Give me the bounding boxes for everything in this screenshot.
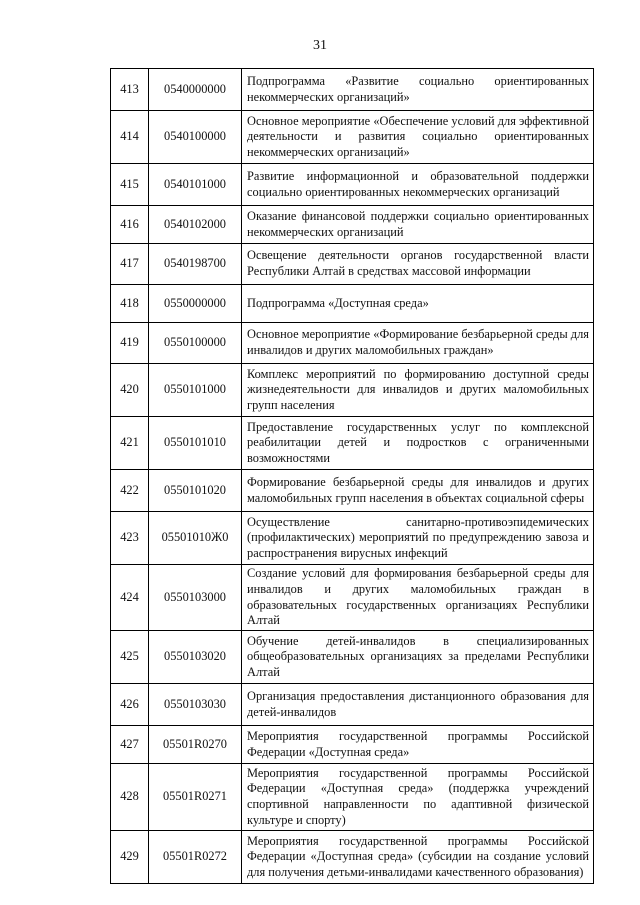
row-description: Развитие информационной и образовательной поддержки социально ориентированных некоммерческих организаций bbox=[242, 164, 594, 206]
row-code: 05501010Ж0 bbox=[149, 512, 242, 565]
row-code: 0550101000 bbox=[149, 364, 242, 417]
table-row bbox=[111, 364, 594, 417]
row-description: Организация предоставления дистанционного образования для детей-инвалидов bbox=[242, 684, 594, 726]
table-row bbox=[111, 631, 594, 684]
table-row bbox=[111, 512, 594, 565]
row-description: Подпрограмма «Развитие социально ориентированных некоммерческих организаций» bbox=[242, 69, 594, 111]
row-number: 425 bbox=[111, 631, 149, 684]
row-number: 419 bbox=[111, 323, 149, 364]
row-number: 420 bbox=[111, 364, 149, 417]
table-row bbox=[111, 244, 594, 285]
row-code: 0550000000 bbox=[149, 285, 242, 323]
row-number: 414 bbox=[111, 111, 149, 164]
table-row bbox=[111, 69, 594, 111]
row-code: 05501R0271 bbox=[149, 764, 242, 831]
row-code: 0550101010 bbox=[149, 417, 242, 470]
row-description: Обучение детей-инвалидов в специализированных общеобразовательных организациях за пределами Республики Алтай bbox=[242, 631, 594, 684]
table-row bbox=[111, 111, 594, 164]
row-code: 05501R0270 bbox=[149, 726, 242, 764]
row-description: Мероприятия государственной программы Российской Федерации «Доступная среда» (субсидии на создание условий для получения детьми-инвалидами качественного образования) bbox=[242, 831, 594, 884]
row-number: 429 bbox=[111, 831, 149, 884]
row-number: 413 bbox=[111, 69, 149, 111]
row-number: 417 bbox=[111, 244, 149, 285]
row-number: 423 bbox=[111, 512, 149, 565]
row-description: Формирование безбарьерной среды для инвалидов и других маломобильных групп населения в объектах социальной сферы bbox=[242, 470, 594, 512]
row-description: Предоставление государственных услуг по комплексной реабилитации детей и подростков с ограниченными возможностями bbox=[242, 417, 594, 470]
row-description: Освещение деятельности органов государственной власти Республики Алтай в средствах массовой информации bbox=[242, 244, 594, 285]
row-code: 0540100000 bbox=[149, 111, 242, 164]
row-description: Создание условий для формирования безбарьерной среды для инвалидов и других маломобильных граждан в образовательных государственных организациях Республики Алтай bbox=[242, 565, 594, 631]
table-row bbox=[111, 285, 594, 323]
budget-classification-table bbox=[110, 68, 594, 884]
table-row bbox=[111, 206, 594, 244]
row-description: Оказание финансовой поддержки социально ориентированных некоммерческих организаций bbox=[242, 206, 594, 244]
row-description: Комплекс мероприятий по формированию доступной среды жизнедеятельности для инвалидов и других маломобильных групп населения bbox=[242, 364, 594, 417]
row-code: 0550103000 bbox=[149, 565, 242, 631]
table-row bbox=[111, 726, 594, 764]
row-number: 421 bbox=[111, 417, 149, 470]
row-number: 416 bbox=[111, 206, 149, 244]
row-code: 0550100000 bbox=[149, 323, 242, 364]
table-row bbox=[111, 417, 594, 470]
row-code: 0550101020 bbox=[149, 470, 242, 512]
row-description: Осуществление санитарно-противоэпидемических (профилактических) мероприятий по предупреждению завоза и распространения вирусных инфекций bbox=[242, 512, 594, 565]
row-number: 415 bbox=[111, 164, 149, 206]
table-row bbox=[111, 565, 594, 631]
row-number: 426 bbox=[111, 684, 149, 726]
table-row bbox=[111, 831, 594, 884]
page-number: 31 bbox=[313, 38, 327, 53]
row-description: Мероприятия государственной программы Российской Федерации «Доступная среда» (поддержка учреждений спортивной направленности по адаптивной физической культуре и спорту) bbox=[242, 764, 594, 831]
table-row bbox=[111, 684, 594, 726]
row-code: 0540101000 bbox=[149, 164, 242, 206]
table-row bbox=[111, 470, 594, 512]
row-code: 0550103030 bbox=[149, 684, 242, 726]
row-code: 0540198700 bbox=[149, 244, 242, 285]
row-description: Мероприятия государственной программы Российской Федерации «Доступная среда» bbox=[242, 726, 594, 764]
row-number: 427 bbox=[111, 726, 149, 764]
row-description: Подпрограмма «Доступная среда» bbox=[242, 285, 594, 323]
row-code: 0540000000 bbox=[149, 69, 242, 111]
row-code: 0540102000 bbox=[149, 206, 242, 244]
row-number: 424 bbox=[111, 565, 149, 631]
row-number: 422 bbox=[111, 470, 149, 512]
row-code: 05501R0272 bbox=[149, 831, 242, 884]
row-description: Основное мероприятие «Формирование безбарьерной среды для инвалидов и других маломобильных граждан» bbox=[242, 323, 594, 364]
table-row bbox=[111, 323, 594, 364]
row-description: Основное мероприятие «Обеспечение условий для эффективной деятельности и развития социально ориентированных некоммерческих организаций» bbox=[242, 111, 594, 164]
table-row bbox=[111, 164, 594, 206]
row-code: 0550103020 bbox=[149, 631, 242, 684]
row-number: 418 bbox=[111, 285, 149, 323]
table-row bbox=[111, 764, 594, 831]
row-number: 428 bbox=[111, 764, 149, 831]
